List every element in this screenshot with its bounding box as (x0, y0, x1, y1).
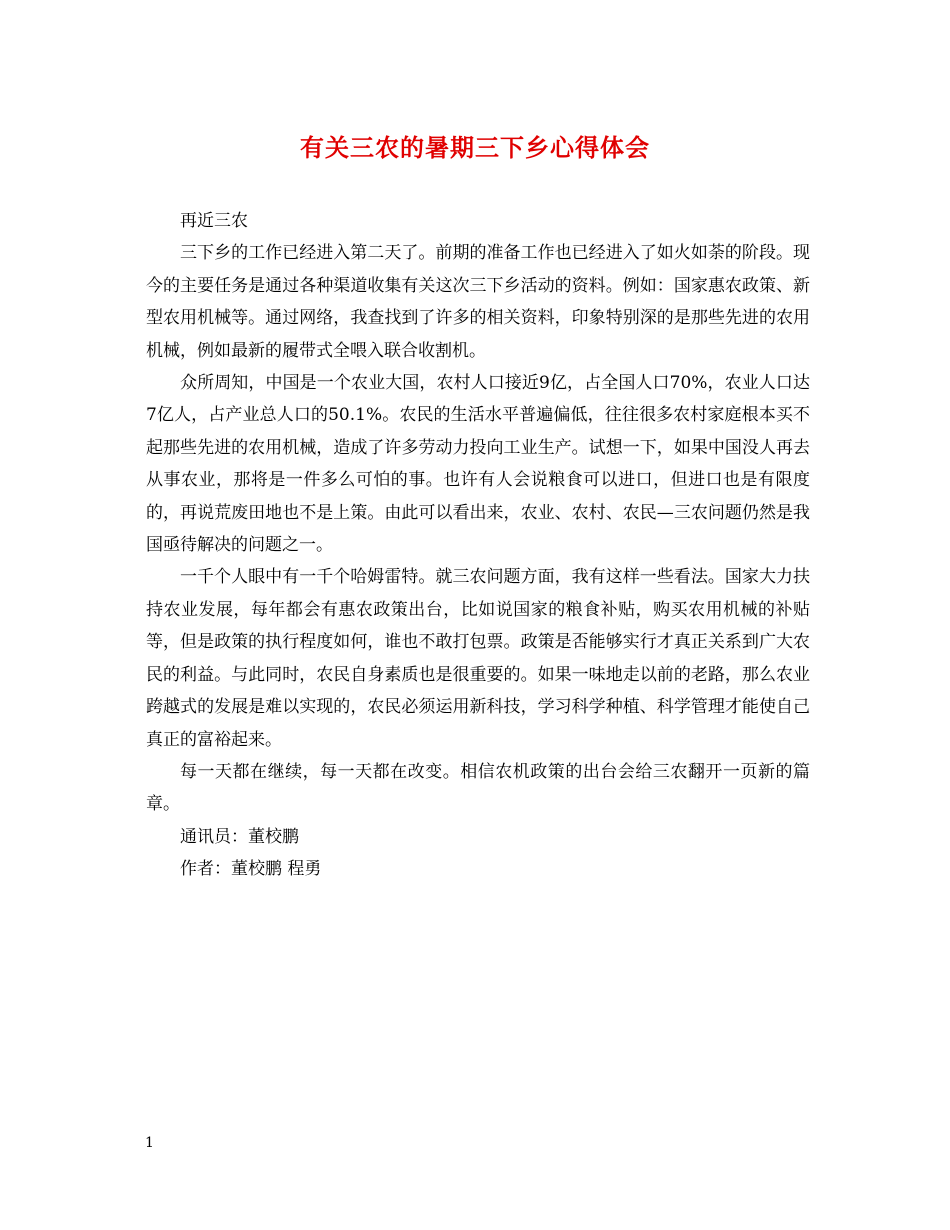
document-body (146, 205, 810, 886)
page-number: 1 (145, 1135, 154, 1151)
page-title: 有关三农的暑期三下乡心得体会 (300, 133, 650, 162)
author-line: 作者：董校鹏 程勇 (180, 859, 322, 880)
paragraph-4: 每一天都在继续，每一天都在改变。相信农机政策的出台会给三农翻开一页新的篇章。 (146, 761, 810, 815)
correspondent-line: 通讯员：董校鹏 (180, 826, 299, 847)
paragraph-1: 三下乡的工作已经进入第二天了。前期的准备工作也已经进入了如火如荼的阶段。现今的主要任务是通过各种渠道收集有关这次三下乡活动的资料。例如：国家惠农政策、新型农用机械等。通过网络，我查找到了许多的相关资料，印象特别深的是那些先进的农用机械，例如最新的履带式全喂入联合收割机。 (146, 243, 810, 361)
paragraph-2: 众所周知，中国是一个农业大国，农村人口接近9亿，占全国人口70%，农业人口达7亿人，占产业总人口的50.1%。农民的生活水平普遍偏低，往往很多农村家庭根本买不起那些先进的农用机械，造成了许多劳动力投向工业生产。试想一下，如果中国没人再去从事农业，那将是一件多么可怕的事。也许有人会说粮食可以进口，但进口也是有限度的，再说荒废田地也不是上策。由此可以看出来，农业、农村、农民—三农问题仍然是我国亟待解决的问题之一。 (146, 373, 810, 556)
paragraph-3: 一千个人眼中有一千个哈姆雷特。就三农问题方面，我有这样一些看法。国家大力扶持农业发展，每年都会有惠农政策出台，比如说国家的粮食补贴，购买农用机械的补贴等，但是政策的执行程度如何，谁也不敢打包票。政策是否能够实行才真正关系到广大农民的利益。与此同时，农民自身素质也是很重要的。如果一味地走以前的老路，那么农业跨越式的发展是难以实现的，农民必须运用新科技，学习科学种植、科学管理才能使自己真正的富裕起来。 (146, 567, 810, 750)
paragraph-subtitle: 再近三农 (180, 211, 248, 231)
